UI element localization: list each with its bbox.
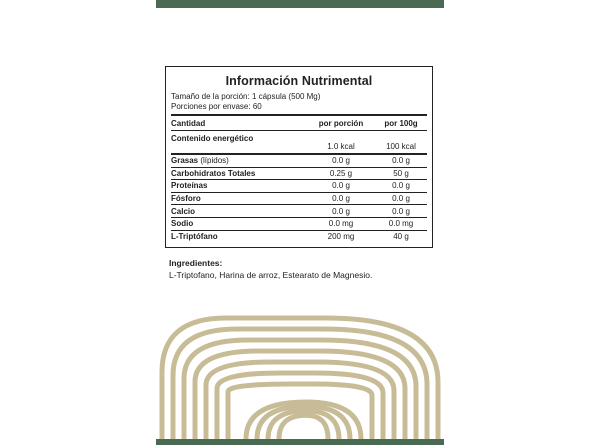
energy-row <box>171 130 427 153</box>
nutrition-facts-label <box>165 66 433 248</box>
nutrient-per-serving: 0.0 g <box>332 194 350 204</box>
ingredients-section <box>169 257 434 281</box>
nutrient-per-100g: 0.0 g <box>392 156 410 166</box>
nutrient-name <box>171 232 307 241</box>
ingredients-title: Ingredientes: <box>169 258 223 268</box>
header-amount: Cantidad <box>171 118 206 128</box>
nutrient-per-serving: 0.0 g <box>332 181 350 191</box>
nutrient-per-serving: 0.25 g <box>329 168 353 178</box>
nutrient-name-main: Calcio <box>171 206 196 216</box>
nutrient-name <box>171 194 307 203</box>
nutrient-per-100g: 50 g <box>393 168 409 178</box>
nutrient-per-100g: 0.0 g <box>392 181 410 191</box>
top-color-band <box>156 0 444 8</box>
energy-per-100g: 100 kcal <box>386 142 416 151</box>
nutrient-row <box>171 204 427 217</box>
ingredients-text: L-Triptofano, Harina de arroz, Estearato de Magnesio. <box>169 270 373 280</box>
nutrient-per-100g: 0.0 g <box>392 194 410 204</box>
nutrient-name <box>171 169 307 178</box>
pattern-line <box>162 318 438 439</box>
servings-per-container: Porciones por envase: 60 <box>171 101 262 111</box>
nutrient-name-main: Sodio <box>171 219 194 229</box>
nutrient-per-serving: 200 mg <box>327 231 355 241</box>
nutrient-per-serving: 0.0 mg <box>328 219 354 229</box>
nutrient-per-100g: 0.0 mg <box>388 219 414 229</box>
bottom-color-band <box>156 439 444 445</box>
nutrient-row <box>171 217 427 230</box>
nutrient-per-100g: 0.0 g <box>392 206 410 216</box>
nutrient-rows <box>171 155 427 242</box>
nutrient-row <box>171 192 427 205</box>
serving-size: Tamaño de la porción: 1 cápsula (500 Mg) <box>171 92 321 101</box>
nutrient-name-main: Carbohidratos Totales <box>171 168 256 178</box>
nutrient-row <box>171 167 427 180</box>
nutrient-name <box>171 207 307 216</box>
header-per-100g: por 100g <box>384 118 418 128</box>
nutrient-name-main: L-Triptófano <box>171 231 218 241</box>
nutrient-per-100g: 40 g <box>393 231 409 241</box>
nutrient-per-serving: 0.0 g <box>332 206 350 216</box>
energy-per-serving: 1.0 kcal <box>327 142 355 151</box>
product-card <box>156 0 444 445</box>
pattern-line <box>279 415 328 439</box>
header-per-serving: por porción <box>318 118 364 128</box>
nutrient-per-serving: 0.0 g <box>332 156 350 166</box>
decorative-line-pattern <box>156 312 444 439</box>
nutrient-name-main: Proteínas <box>171 181 208 191</box>
nutrient-name-detail: (lípidos) <box>198 156 229 166</box>
label-title: Información Nutrimental <box>225 74 373 88</box>
nutrient-name <box>171 156 307 165</box>
nutrient-row <box>171 230 427 243</box>
nutrient-row <box>171 179 427 192</box>
nutrient-name-main: Grasas <box>171 156 199 166</box>
nutrient-name <box>171 181 307 190</box>
nutrient-name-main: Fósforo <box>171 194 201 204</box>
energy-name: Contenido energético <box>171 134 254 143</box>
nutrient-row <box>171 155 427 167</box>
table-header <box>171 116 427 130</box>
nutrient-name <box>171 219 307 228</box>
